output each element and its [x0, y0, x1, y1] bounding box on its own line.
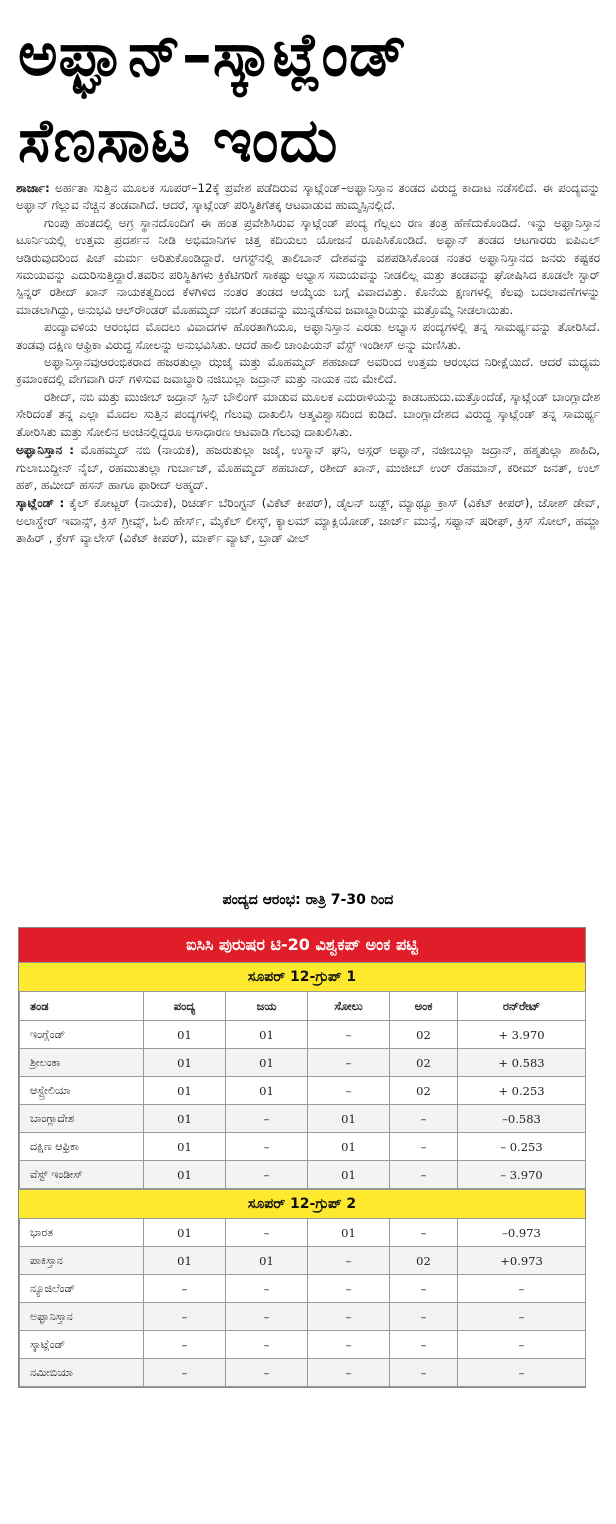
run-rate: – 0.253	[458, 1133, 586, 1161]
played: –	[144, 1275, 226, 1303]
run-rate: +0.973	[458, 1247, 586, 1275]
won: –	[226, 1275, 308, 1303]
header-team: ತಂಡ	[20, 992, 144, 1021]
table-row	[20, 1133, 586, 1161]
dateline: ಶಾರ್ಜಾ:	[16, 181, 50, 195]
played: 01	[144, 1077, 226, 1105]
points: 02	[390, 1021, 458, 1049]
played: –	[144, 1331, 226, 1359]
won: –	[226, 1133, 308, 1161]
group-2-table	[19, 1218, 586, 1387]
squad-scotland-label: ಸ್ಕಾಟ್ಲೆಂಡ್ :	[16, 496, 65, 511]
squad-afghanistan-label: ಅಫ್ಘಾನಿಸ್ತಾನ :	[16, 443, 75, 458]
played: 01	[144, 1133, 226, 1161]
points: –	[390, 1105, 458, 1133]
won: –	[226, 1303, 308, 1331]
team-name: ದಕ್ಷಿಣ ಆಫ್ರಿಕಾ	[20, 1133, 144, 1161]
points-table-title: ಐಸಿಸಿ ಪುರುಷರ ಟಿ-20 ವಿಶ್ವಕಪ್ ಅಂಕ ಪಟ್ಟಿ	[19, 928, 585, 962]
match-start-time: ಪಂದ್ಯದ ಆರಂಭ: ರಾತ್ರಿ 7-30 ರಿಂದ	[222, 892, 394, 908]
played: 01	[144, 1219, 226, 1247]
table-row	[20, 1303, 586, 1331]
header-points: ಅಂಕ	[390, 992, 458, 1021]
lost: –	[308, 1359, 390, 1387]
run-rate: + 3.970	[458, 1021, 586, 1049]
paragraph-1-text: ಅರ್ಹತಾ ಸುತ್ತಿನ ಮೂಲಕ ಸೂಪರ್–12ಕ್ಕೆ ಪ್ರವೇಶ ಪಡೆದಿರುವ ಸ್ಕಾಟ್ಲೆಂಡ್–ಅಫ್ಘಾನಿಸ್ತಾನ ತಂಡದ ವಿರುದ್ಧ ಕಾದಾಟ ನಡೆಸಲಿದೆ. ಈ ಪಂದ್ಯವನ್ನು ಅಫ್ಘಾನ್ ಗೆಲ್ಲುವ ನೆಚ್ಚಿನ ತಂಡವಾಗಿದೆ. ಆದರೆ, ಸ್ಕಾಟ್ಲೆಂಡ್ ಪರಿಸ್ಥಿತಿಗೆತಕ್ಕ ಆಟವಾಡುವ ಹುಮ್ಮಸ್ಸಿನಲ್ಲಿದೆ.	[16, 181, 601, 213]
article-paragraph-1	[16, 180, 600, 215]
played: –	[144, 1303, 226, 1331]
article-paragraph-2: ಗುಂಪು ಹಂತದಲ್ಲಿ ಅಗ್ರ ಸ್ಥಾನದೊಂದಿಗೆ ಈ ಹಂತ ಪ್ರವೇಶಿಸಿರುವ ಸ್ಕಾಟ್ಲೆಂಡ್ ಪಂದ್ಯ ಗೆಲ್ಲಲು ರಣ ತಂತ್ರ ಹೆಣೆದುಕೊಂಡಿದೆ. ಇನ್ನು ಅಫ್ಘಾನಿಸ್ತಾನ ಟೂರ್ನಿಯಲ್ಲಿ ಉತ್ತಮ ಪ್ರದರ್ಶನ ನೀಡಿ ಅಭಿಮಾನಿಗಳ ಚಿತ್ತ ಕದಿಯಲು ಯೋಜನೆ ರೂಪಿಸಿಕೊಂಡಿದೆ. ಅಫ್ಘಾನ್ ತಂಡದ ಆಟಗಾರರು ಐಪಿಎಲ್ ಆಡಿರುವುದರಿಂದ ಪಿಚ್ ಮರ್ಮ ಅರಿತುಕೊಂಡಿದ್ದಾರೆ. ಆಗಸ್ಟ್‌ನಲ್ಲಿ ತಾಲಿಬಾನ್ ದೇಶವನ್ನು ವಶಪಡಿಸಿಕೊಂಡ ನಂತರ ಅಫ್ಘಾನಿಸ್ತಾನದ ಜನರು ಕಷ್ಟಕರ ಸಮಯವನ್ನು ಎದುರಿಸುತ್ತಿದ್ದಾರೆ.ತವರಿನ ಪರಿಸ್ಥಿತಿಗಳು ಕ್ರಿಕೆಟಿಗರಿಗೆ ಸಾಕಷ್ಟು ಅಭ್ಯಾಸ ಸಮಯವನ್ನು ನೀಡಲಿಲ್ಲ ಮತ್ತು ತಂಡವನ್ನು ಘೋಷಿಸಿದ ಕೂಡಲೇ ಸ್ಟಾರ್ ಸ್ಪಿನ್ನರ್ ರಶೀದ್ ಖಾನ್ ನಾಯಕತ್ವದಿಂದ ಕೆಳಗಿಳಿದ ನಂತರ ತಂಡದ ಆಯ್ಕೆಯ ಬಗ್ಗೆ ವಿವಾದವಿತ್ತು. ಕೊನೆಯ ಕ್ಷಣಗಳಲ್ಲಿ ಕೆಲವು ಬದಲಾವಣೆಗಳನ್ನು ಮಾಡಲಾಗಿದ್ದು, ಅನುಭವಿ ಆಲ್‌ರೌಂಡರ್ ಮೊಹಮ್ಮದ್ ನಬಿಗೆ ತಂಡವನ್ನು ಮುನ್ನಡೆಸುವ ಜವಾಬ್ದಾರಿಯನ್ನು ಮತ್ತೊಮ್ಮೆ ನೀಡಲಾಯಿತು.	[16, 215, 600, 317]
lost: –	[308, 1021, 390, 1049]
team-name: ಬಾಂಗ್ಲಾದೇಶ	[20, 1105, 144, 1133]
table-row	[20, 1077, 586, 1105]
run-rate: –0.583	[458, 1105, 586, 1133]
run-rate: –	[458, 1359, 586, 1387]
won: –	[226, 1219, 308, 1247]
lost: 01	[308, 1133, 390, 1161]
lost: –	[308, 1049, 390, 1077]
squad-afghanistan-players: ಮೊಹಮ್ಮದ್ ನಬಿ (ನಾಯಕ), ಹಜರುತುಲ್ಲಾ ಜಜೈ, ಉಸ್ಮಾನ್ ಘನಿ, ಅಸ್ಗರ್ ಅಫ್ಘಾನ್, ನಜೀಬುಲ್ಲಾ ಜದ್ರಾನ್, ಹಶ್ಮತುಲ್ಲಾ ಶಾಹಿದಿ, ಗುಲಾಬುದ್ದೀನ್ ನೈಬ್, ರಹಮುತುಲ್ಲಾ ಗುರ್ಬಾಜ್, ಮೊಹಮ್ಮದ್ ಶಹಬಾದ್, ರಶೀದ್ ಖಾನ್, ಮುಜೀಬ್ ಉರ್ ರೆಹಮಾನ್, ಕರೀಮ್ ಜನತ್, ಉಲ್ ಹಕ್, ಹಮೀದ್ ಹಸನ್ ಹಾಗೂ ಫಾರೀದ್ ಅಹ್ಮದ್.	[16, 443, 600, 492]
squad-scotland-players: ಕೈಲ್ ಕೋಟ್ಜರ್ (ನಾಯಕ), ರಿಚರ್ಡ್ ಬೆರಿಂಗ್ಟನ್ (ವಿಕೆಟ್ ಕೀಪರ್), ಡೈಲನ್ ಬಡ್ಜ್, ಮ್ಯಾಥ್ಯೂ ಕ್ರಾಸ್ (ವಿಕೆಟ್ ಕೀಪರ್), ಜೋಶ್ ಡೇವ್, ಅಲಾಸ್ಡೇರ್ ಇವಾನ್ಸ್, ಕ್ರಿಸ್ ಗ್ರೀವ್ಸ್, ಓಲಿ ಹೇರ್ಸ್, ಮೈಕೆಲ್ ಲೀಸ್ಕ್, ಕ್ಯಾಲಮ್ ಮ್ಯಾಕ್ಲಿಯೋಡ್, ಜಾರ್ಜ್ ಮುನ್ಸೆ, ಸಫ್ಯಾನ್ ಷರೀಫ್, ಕ್ರಿಸ್ ಸೋಲ್, ಹಮ್ಜಾ ತಾಹಿರ್ , ಕ್ರೇಗ್ ವ್ಯಾಲೇಸ್ (ವಿಕೆಟ್ ಕೀಪರ್), ಮಾರ್ಕ್ ವ್ಯಾಟ್, ಬ್ರಾಡ್ ವೀಲ್	[16, 496, 601, 546]
team-name: ಅಫ್ಘಾನಿಸ್ತಾನ	[20, 1303, 144, 1331]
run-rate: –0.973	[458, 1219, 586, 1247]
played: 01	[144, 1021, 226, 1049]
squad-scotland	[16, 495, 600, 547]
team-name: ಭಾರತ	[20, 1219, 144, 1247]
points: 02	[390, 1049, 458, 1077]
squad-afghanistan	[16, 442, 600, 494]
table-row	[20, 1331, 586, 1359]
group-2-title: ಸೂಪರ್ 12-ಗ್ರುಪ್ 2	[19, 1189, 585, 1218]
run-rate: + 0.253	[458, 1077, 586, 1105]
table-row	[20, 1021, 586, 1049]
header-lost: ಸೋಲು	[308, 992, 390, 1021]
played: 01	[144, 1049, 226, 1077]
team-name: ಪಾಕಿಸ್ತಾನ	[20, 1247, 144, 1275]
won: 01	[226, 1049, 308, 1077]
run-rate: –	[458, 1303, 586, 1331]
team-name: ನಮೀಬಿಯಾ	[20, 1359, 144, 1387]
lost: –	[308, 1247, 390, 1275]
points: –	[390, 1219, 458, 1247]
played: –	[144, 1359, 226, 1387]
group-1-title: ಸೂಪರ್ 12-ಗ್ರುಪ್ 1	[19, 962, 585, 991]
won: 01	[226, 1247, 308, 1275]
played: 01	[144, 1105, 226, 1133]
team-name: ಸ್ಕಾಟ್ಲೆಂಡ್	[20, 1331, 144, 1359]
lost: –	[308, 1303, 390, 1331]
points: 02	[390, 1247, 458, 1275]
points: –	[390, 1133, 458, 1161]
team-name: ಆಸ್ಟ್ರೇಲಿಯಾ	[20, 1077, 144, 1105]
run-rate: –	[458, 1331, 586, 1359]
table-row	[20, 1049, 586, 1077]
table-row	[20, 1105, 586, 1133]
article-paragraph-3: ಪಂದ್ಯಾವಳಿಯ ಆರಂಭದ ಮೊದಲು ವಿವಾದಗಳ ಹೊರತಾಗಿಯೂ, ಅಫ್ಘಾನಿಸ್ತಾನ ಎರಡು ಅಭ್ಯಾಸ ಪಂದ್ಯಗಳಲ್ಲಿ ತನ್ನ ಸಾಮರ್ಥ್ಯವನ್ನು ತೋರಿಸಿದೆ. ತಂಡವು ದಕ್ಷಿಣ ಆಫ್ರಿಕಾ ವಿರುದ್ಧ ಸೋಲನ್ನು ಅನುಭವಿಸಿತು. ಆದರೆ ಹಾಲಿ ಚಾಂಪಿಯನ್ ವೆಸ್ಟ್ ಇಂಡೀಸ್ ಅನ್ನು ಮಣಿಸಿತು.	[16, 320, 600, 352]
lost: 01	[308, 1105, 390, 1133]
group-1-table	[19, 991, 586, 1189]
played: 01	[144, 1161, 226, 1189]
won: –	[226, 1359, 308, 1387]
article-paragraph-5: ರಶೀದ್, ನಬಿ ಮತ್ತು ಮುಜೀಬ್ ಜದ್ರಾನ್ ಸ್ಪಿನ್ ಬೌಲಿಂಗ್ ಮಾಡುವ ಮೂಲಕ ಎದುರಾಳಿಯನ್ನು ಕಾಡಬಹುದು.ಮತ್ತೊಂದೆಡೆ, ಸ್ಕಾಟ್ಲೆಂಡ್ ಬಾಂಗ್ಲಾದೇಶ ಸೇರಿದಂತೆ ತನ್ನ ಎಲ್ಲಾ ಮೊದಲ ಸುತ್ತಿನ ಪಂದ್ಯಗಳಲ್ಲಿ ಗೆಲುವು ದಾಖಲಿಸಿ ಆತ್ಮವಿಶ್ವಾಸದಿಂದ ಕುಡಿದೆ. ಬಾಂಗ್ಲಾದೇಶದ ವಿರುದ್ಧ ಸ್ಕಾಟ್ಲೆಂಡ್ ತನ್ನ ಸಾಮರ್ಥ್ಯ ತೋರಿಸಿತು ಮತ್ತು ಸೋಲಿನ ಅಂಚಿನಲ್ಲಿದ್ದರೂ ಅಸಾಧಾರಣ ಆಟವಾಡಿ ಗೆಲುವು ದಾಖಲಿಸಿತು.	[16, 389, 600, 439]
headline-line-2: ಸೆಣಸಾಟ ಇಂದು	[18, 106, 339, 176]
points-table	[18, 927, 586, 1388]
table-row	[20, 1275, 586, 1303]
points: 02	[390, 1077, 458, 1105]
header-played: ಪಂದ್ಯ	[144, 992, 226, 1021]
lost: –	[308, 1275, 390, 1303]
run-rate: – 3.970	[458, 1161, 586, 1189]
headline-line-1: ಅಫ್ಘಾನ್–ಸ್ಕಾಟ್ಲೆಂಡ್	[18, 20, 408, 90]
table-row	[20, 1247, 586, 1275]
lost: 01	[308, 1161, 390, 1189]
table-header-row	[20, 992, 586, 1021]
played: 01	[144, 1247, 226, 1275]
lost: –	[308, 1077, 390, 1105]
points: –	[390, 1275, 458, 1303]
points: –	[390, 1359, 458, 1387]
team-name: ಇಂಗ್ಲೆಂಡ್	[20, 1021, 144, 1049]
run-rate: –	[458, 1275, 586, 1303]
table-row	[20, 1219, 586, 1247]
points: –	[390, 1331, 458, 1359]
article-paragraph-4: ಅಫ್ಘಾನಿಸ್ತಾನವುಆರಂಭಿಕರಾದ ಹಜರತುಲ್ಲಾ ಝಜೈ ಮತ್ತು ಮೊಹಮ್ಮದ್ ಶಹಜಾದ್ ಅವರಿಂದ ಉತ್ತಮ ಆರಂಭದ ನಿರೀಕ್ಷೆಯಿದೆ. ಆದರೆ ಮಧ್ಯಮ ಕ್ರಮಾಂಕದಲ್ಲಿ ವೇಗವಾಗಿ ರನ್ ಗಳಿಸುವ ಜವಾಬ್ದಾರಿ ನಜಿಬುಲ್ಲಾ ಜದ್ರಾನ್ ಮತ್ತು ನಾಯಕ ನಬಿ ಮೇಲಿದೆ.	[16, 355, 600, 387]
team-name: ಶ್ರೀಲಂಕಾ	[20, 1049, 144, 1077]
lost: –	[308, 1331, 390, 1359]
article-body	[16, 180, 600, 548]
won: –	[226, 1331, 308, 1359]
header-run-rate: ರನ್‌ರೇಟ್	[458, 992, 586, 1021]
points: –	[390, 1303, 458, 1331]
table-row	[20, 1359, 586, 1387]
team-name: ನ್ಯೂಜಿಲೆಂಡ್	[20, 1275, 144, 1303]
table-row	[20, 1161, 586, 1189]
won: –	[226, 1105, 308, 1133]
team-name: ವೆಸ್ಟ್ ಇಂಡೀಸ್	[20, 1161, 144, 1189]
points: –	[390, 1161, 458, 1189]
lost: 01	[308, 1219, 390, 1247]
won: –	[226, 1161, 308, 1189]
run-rate: + 0.583	[458, 1049, 586, 1077]
won: 01	[226, 1077, 308, 1105]
won: 01	[226, 1021, 308, 1049]
header-won: ಜಯ	[226, 992, 308, 1021]
